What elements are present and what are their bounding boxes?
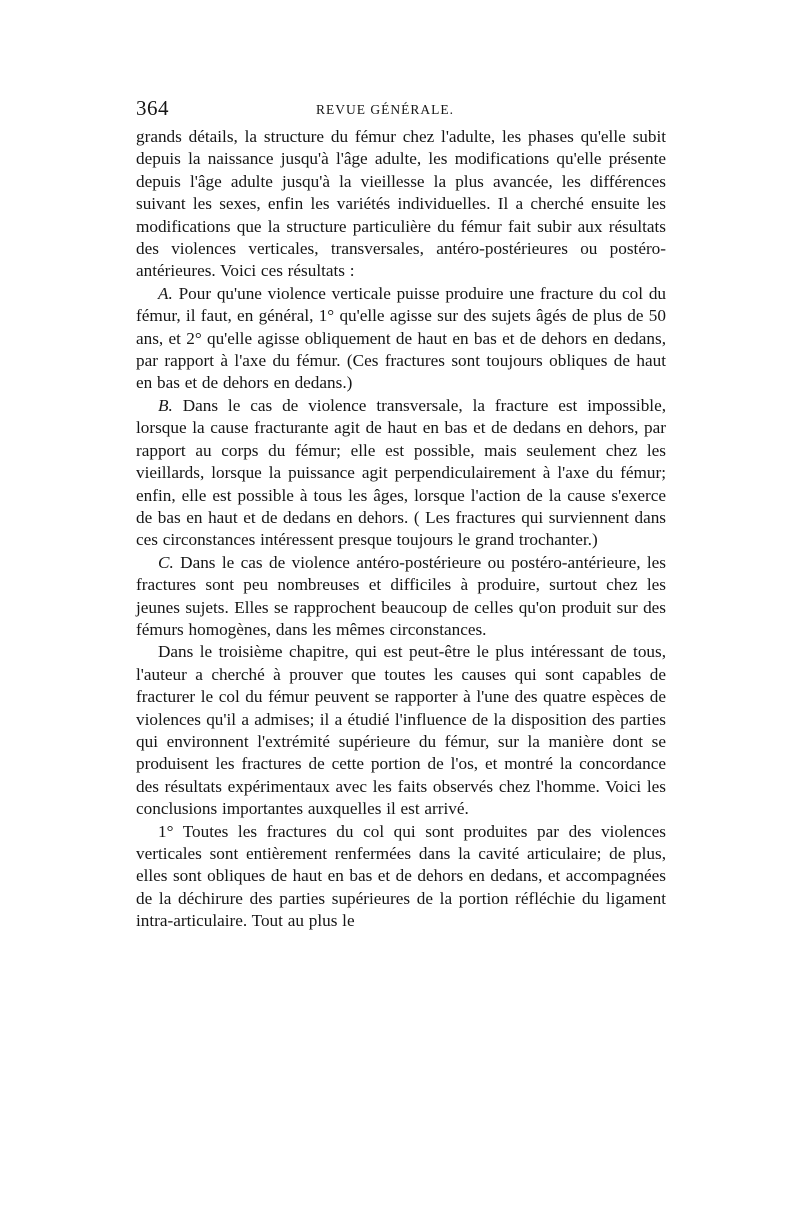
paragraph-text: Pour qu'une violence verticale puisse produire une fracture du col du fémur, il faut, en général, 1° qu'elle agisse sur des sujets âgés de plus de 50 ans, et 2° qu'elle agisse obliquement de haut en bas et de dehors en dedans, par rapport à l'axe du fémur. (Ces fractures sont toujours obliques de haut en bas et de dehors en dedans.) xyxy=(136,283,667,393)
paragraph-text: Dans le troisième chapitre, qui est peut-être le plus intéressant de tous, l'auteur a cherché à prouver que toutes les causes qui sont capables de fracturer le col du fémur peuvent se rapporter à l'une des quatre espèces de violences qu'il a admises; il a étudié l'influence de la disposition des parties qui environnent l'extrémité supérieure du fémur, sur la manière dont se produisent les fractures de cette portion de l'os, et montré la concordance des résultats expérimentaux avec les faits observés chez l'homme. Voici les conclusions importantes auxquelles il est arrivé. xyxy=(136,642,666,819)
paragraph-continuation xyxy=(136,126,666,283)
paragraph-chapter-three xyxy=(136,641,666,820)
paragraph-label: A. xyxy=(158,283,173,303)
paragraph-text: grands détails, la structure du fémur chez l'adulte, les phases qu'elle subit depuis la naissance jusqu'à l'âge adulte, les modifications qu'elle présente depuis l'âge adulte jusqu'à la vieillesse la plus avancée, les différences suivant les sexes, enfin les variétés individuelles. Il a cherché ensuite les modifications que la structure particulière du fémur fait subir aux résultats des violences verticales, transversales, antéro-postérieures ou postéro-antérieures. Voici ces résultats : xyxy=(136,127,666,281)
paragraph-conclusion-one xyxy=(136,821,666,933)
paragraph-text: Dans le cas de violence transversale, la fracture est impossible, lorsque la cause fracturante agit de haut en bas et de dedans en dehors, par rapport au corps du fémur; elle est possible, mais seulement chez les vieillards, lorsque la puissance agit perpendiculairement à l'axe du fémur; enfin, elle est possible à tous les âges, lorsque l'action de la cause s'exerce de bas en haut et de dedans en dehors. ( Les fractures qui surviennent dans ces circonstances intéressent presque toujours le grand trochanter.) xyxy=(136,395,666,550)
page-number: 364 xyxy=(136,96,169,120)
running-head: REVUE GÉNÉRALE. xyxy=(316,102,454,117)
paragraph-label: C. xyxy=(158,552,174,572)
page-header xyxy=(136,96,666,126)
body-text xyxy=(136,126,666,933)
paragraph-label: B. xyxy=(158,395,173,415)
paragraph-b xyxy=(136,395,666,552)
paragraph-c xyxy=(136,552,666,642)
book-page xyxy=(136,96,666,933)
paragraph-text: 1° Toutes les fractures du col qui sont produites par des violences verticales sont entièrement renfermées dans la cavité articulaire; de plus, elles sont obliques de haut en bas et de dehors en dedans, et accompagnées de la déchirure des parties supérieures de la portion réfléchie du ligament intra-articulaire. Tout au plus le xyxy=(136,821,666,931)
paragraph-a xyxy=(136,283,666,395)
paragraph-text: Dans le cas de violence antéro-postérieure ou postéro-antérieure, les fractures sont peu nombreuses et difficiles à produire, surtout chez les jeunes sujets. Elles se rapprochent beaucoup de celles qu'on produit sur des fémurs homogènes, dans les mêmes circonstances. xyxy=(136,552,666,639)
